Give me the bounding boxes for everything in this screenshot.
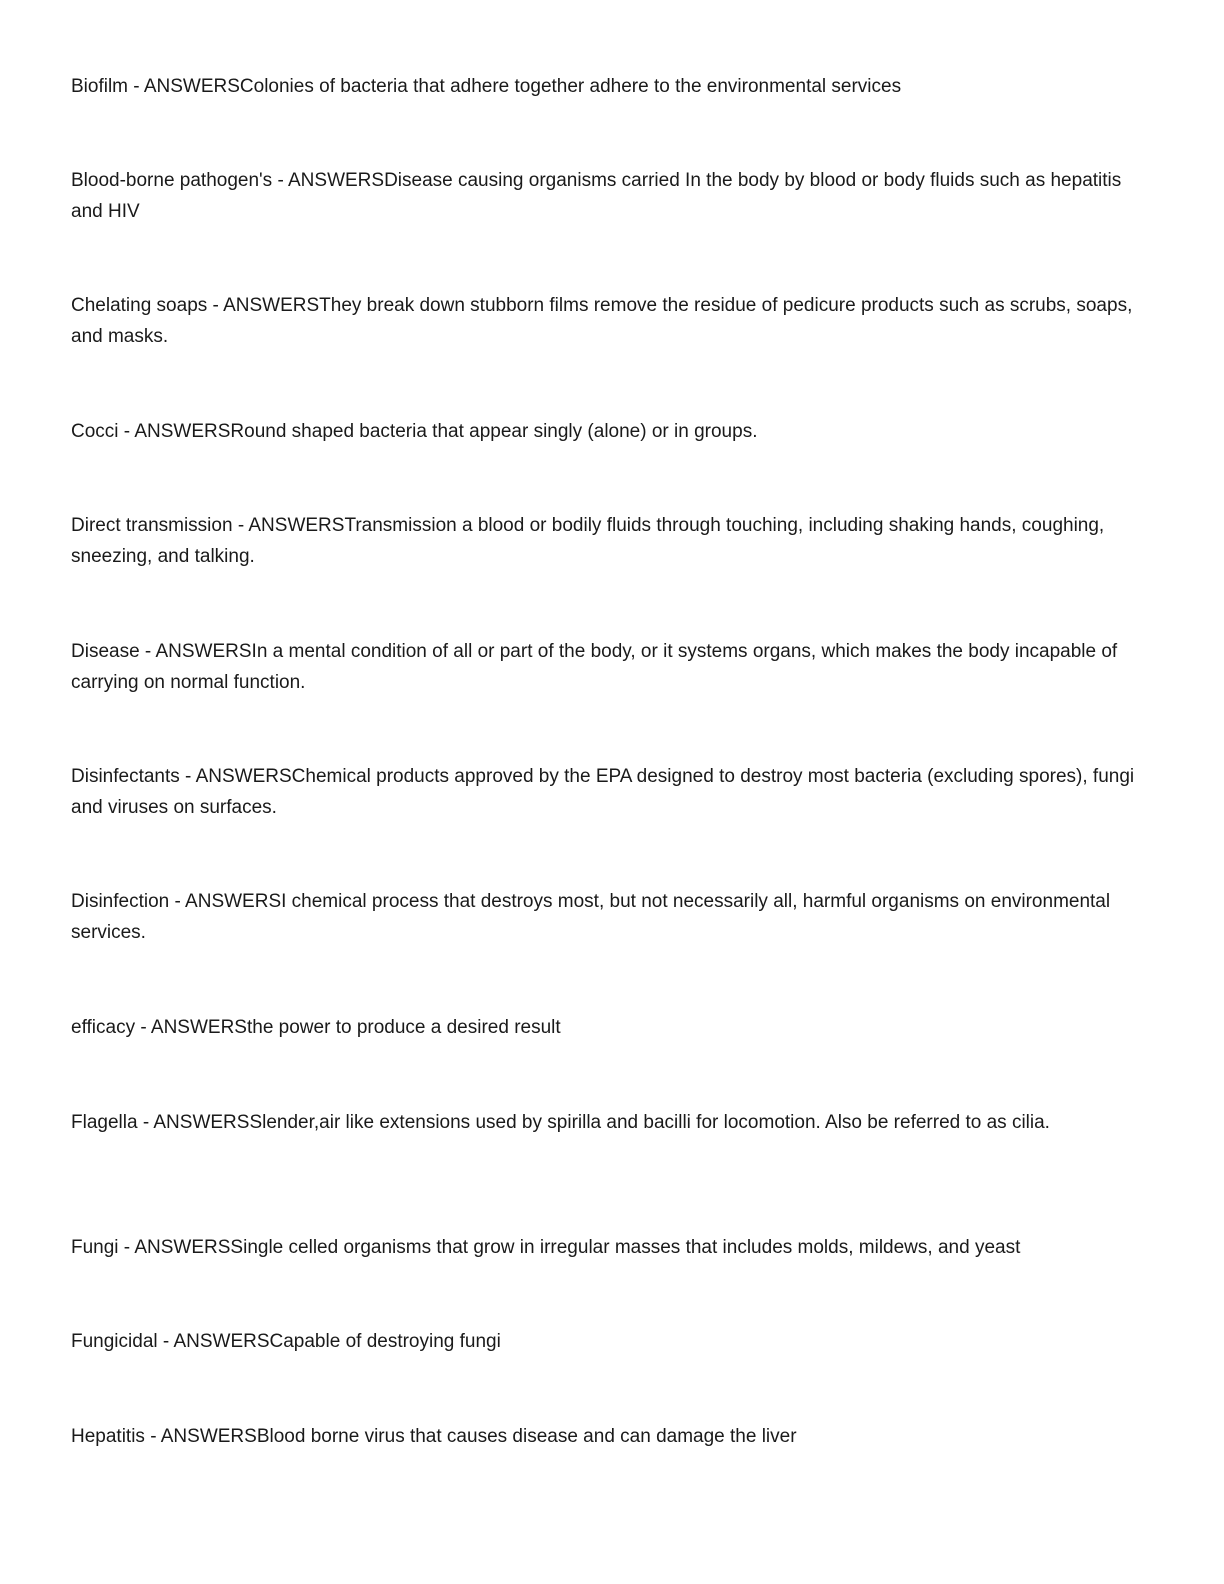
entry-blood-borne-pathogens: Blood-borne pathogen's - ANSWERSDisease causing organisms carried In the body by blood or body fluids such as hepatitis and HIV	[71, 170, 1122, 222]
entry-fungi: Fungi - ANSWERSSingle celled organisms that grow in irregular masses that includes molds, mildews, and yeast	[71, 1237, 1021, 1258]
entry-disease: Disease - ANSWERSIn a mental condition of all or part of the body, or it systems organs, which makes the body incapable of carrying on normal function.	[71, 641, 1118, 693]
entry-disinfection: Disinfection - ANSWERSI chemical process that destroys most, but not necessarily all, harmful organisms on environmental services.	[71, 891, 1111, 943]
entry-hepatitis: Hepatitis - ANSWERSBlood borne virus that causes disease and can damage the liver	[71, 1426, 797, 1447]
entry-disinfectants: Disinfectants - ANSWERSChemical products approved by the EPA designed to destroy most bacteria (excluding spores), fungi and viruses on surfaces.	[71, 766, 1135, 818]
entry-biofilm: Biofilm - ANSWERSColonies of bacteria that adhere together adhere to the environmental services	[71, 76, 902, 97]
entry-cocci: Cocci - ANSWERSRound shaped bacteria that appear singly (alone) or in groups.	[71, 421, 758, 442]
entry-efficacy: efficacy - ANSWERSthe power to produce a desired result	[71, 1017, 561, 1038]
entry-direct-transmission: Direct transmission - ANSWERSTransmission a blood or bodily fluids through touching, including shaking hands, coughing, sneezing, and talking.	[71, 515, 1105, 567]
entry-flagella: Flagella - ANSWERSSlender,air like extensions used by spirilla and bacilli for locomotion. Also be referred to as cilia.	[71, 1112, 1050, 1133]
entry-chelating-soaps: Chelating soaps - ANSWERSThey break down stubborn films remove the residue of pedicure products such as scrubs, soaps, and masks.	[71, 295, 1133, 347]
entry-fungicidal: Fungicidal - ANSWERSCapable of destroying fungi	[71, 1331, 501, 1352]
